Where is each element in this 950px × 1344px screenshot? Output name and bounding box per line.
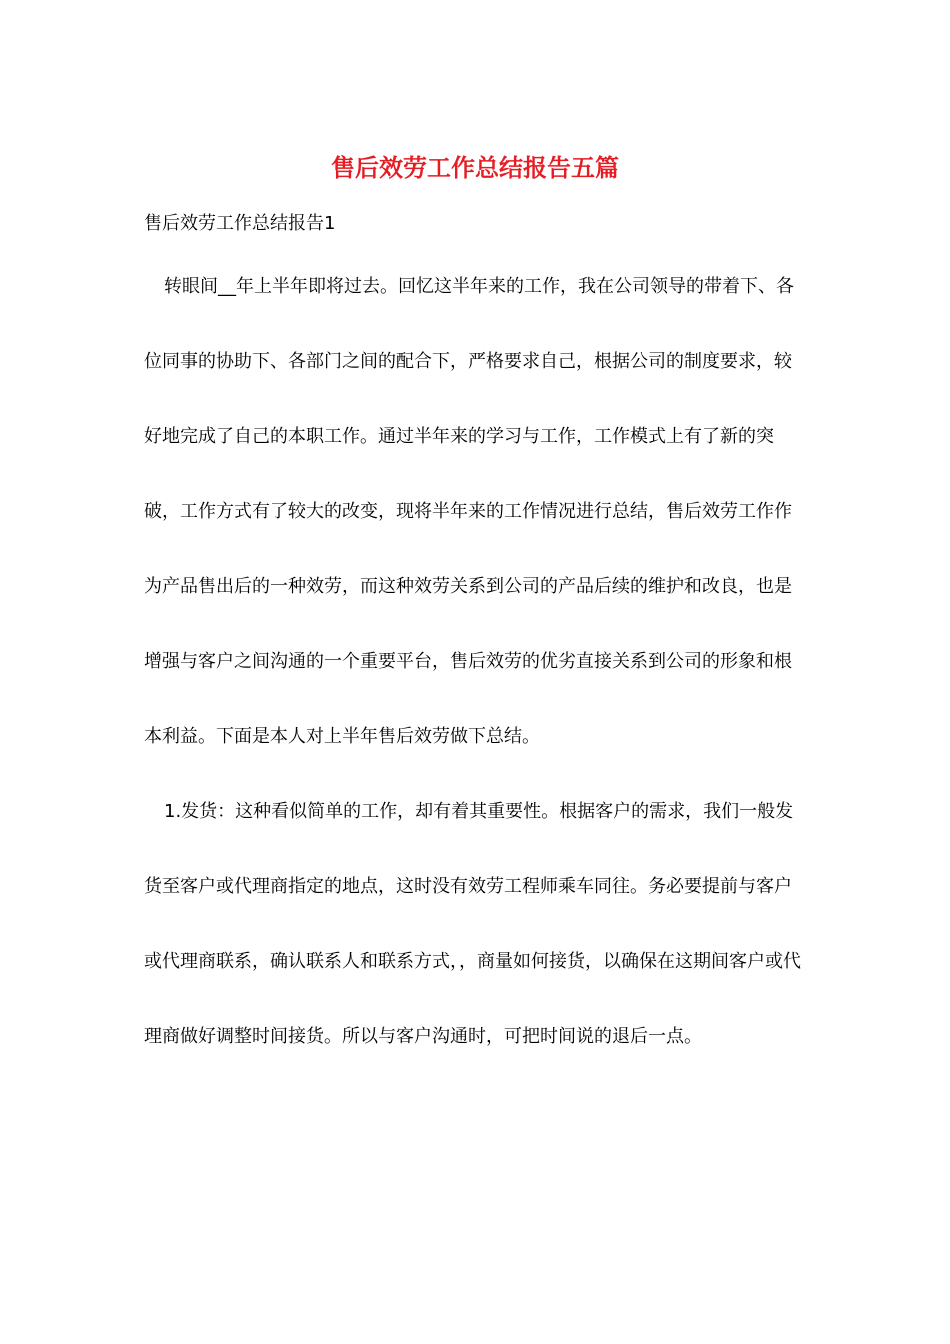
document-title: 售后效劳工作总结报告五篇 bbox=[331, 153, 619, 182]
body-paragraph: 转眼间__年上半年即将过去。回忆这半年来的工作，我在公司领导的带着下、各位同事的协助下、各部门之间的配合下，严格要求自己，根据公司的制度要求，较好地完成了自己的本职工作。通过半年来的学习与工作，工作模式上有了新的突破，工作方式有了较大的改变，现将半年来的工作情况进行总结，售后效劳工作作为产品售出后的一种效劳，而这种效劳关系到公司的产品后续的维护和改良，也是增强与客户之间沟通的一个重要平台，售后效劳的优劣直接关系到公司的形象和根本利益。下面是本人对上半年售后效劳做下总结。 bbox=[144, 276, 794, 747]
body-paragraph: 1.发货：这种看似简单的工作，却有着其重要性。根据客户的需求，我们一般发货至客户或代理商指定的地点，这时没有效劳工程师乘车同往。务必要提前与客户或代理商联系，确认联系人和联系方式，，商量如何接货，以确保在这期间客户或代理商做好调整时间接货。所以与客户沟通时，可把时间说的退后一点。 bbox=[144, 801, 801, 1047]
section-heading: 售后效劳工作总结报告1 bbox=[144, 213, 336, 234]
